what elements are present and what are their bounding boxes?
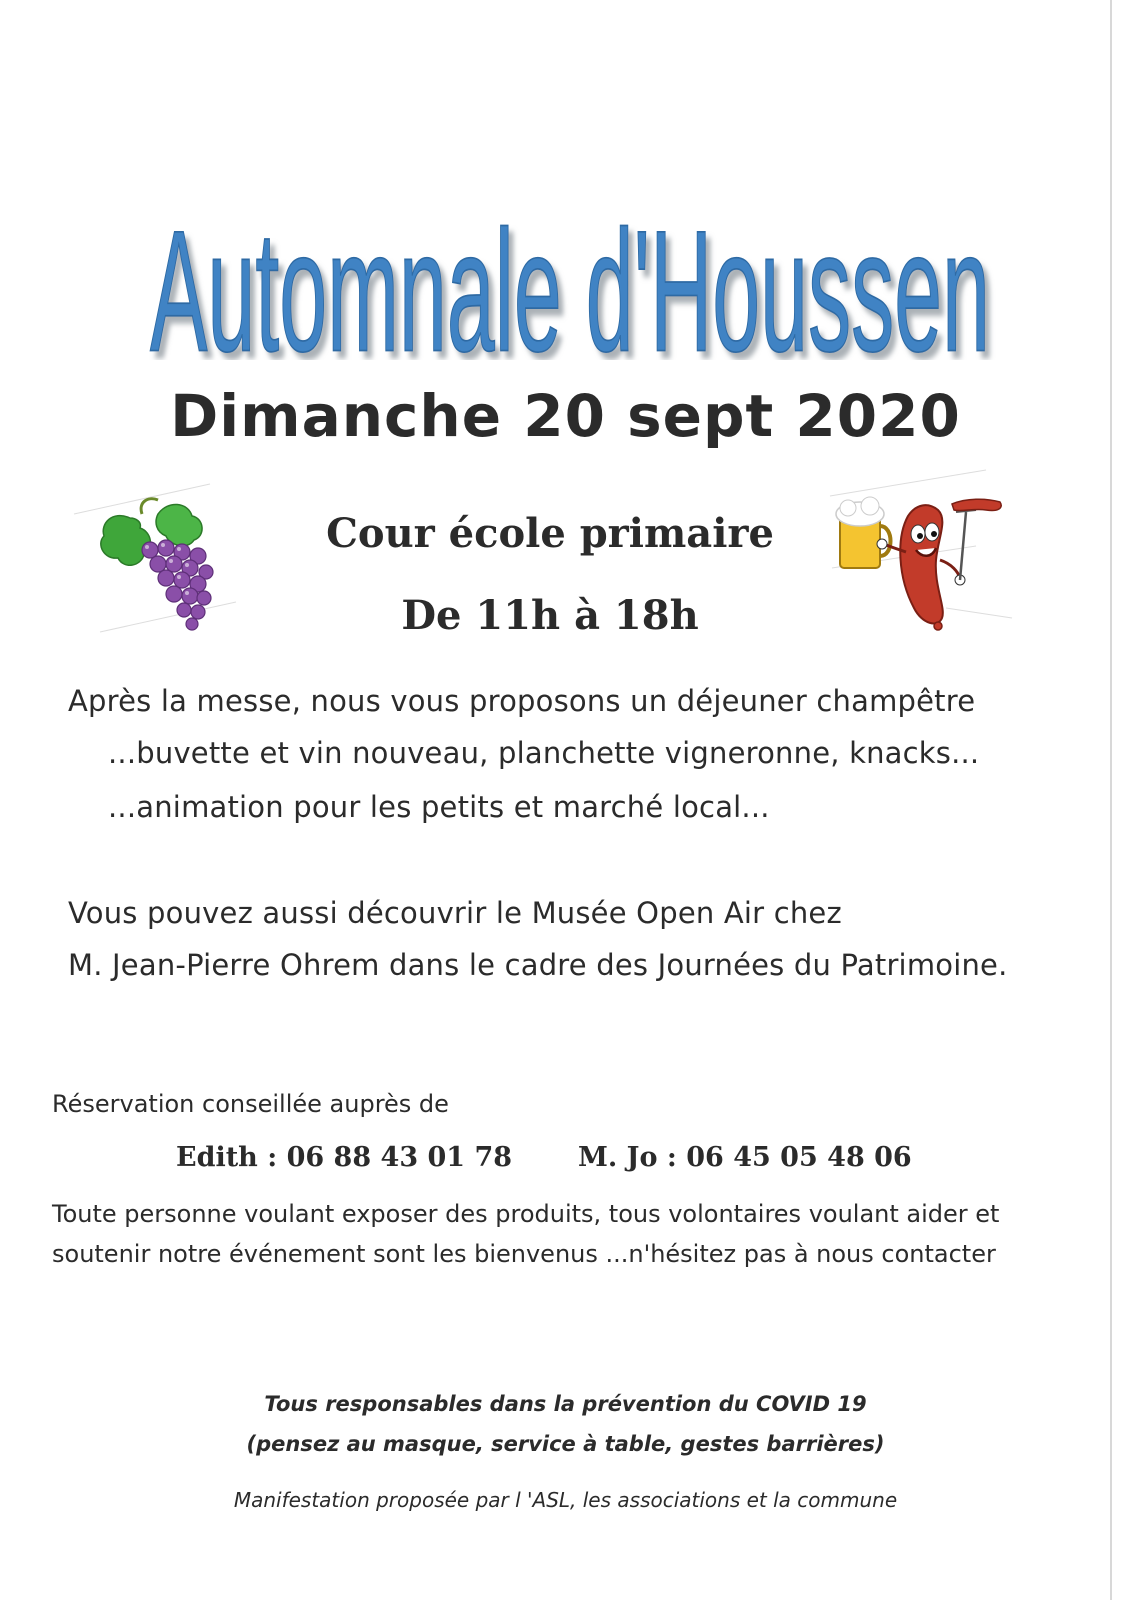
volunteers-line-2: soutenir notre événement sont les bienvenus ...n'hésitez pas à nous contacter bbox=[52, 1240, 996, 1268]
organizer-footer: Manifestation proposée par l 'ASL, les associations et la commune bbox=[233, 1488, 898, 1512]
museum-line-1: Vous pouvez aussi découvrir le Musée Open Air chez bbox=[68, 896, 842, 930]
event-venue: Cour école primaire bbox=[326, 510, 774, 557]
poster-title-text: Automnale d'Houssen bbox=[150, 195, 990, 360]
poster-title bbox=[140, 60, 1000, 360]
page-edge bbox=[1110, 0, 1112, 1600]
covid-notice-line-2: (pensez au masque, service à table, gestes barrières) bbox=[246, 1432, 885, 1456]
grapes-icon bbox=[70, 478, 240, 638]
intro-line-1: Après la messe, nous vous proposons un déjeuner champêtre bbox=[68, 684, 976, 718]
event-date: Dimanche 20 sept 2020 bbox=[170, 382, 961, 450]
intro-line-2: ...buvette et vin nouveau, planchette vigneronne, knacks... bbox=[108, 736, 980, 770]
intro-line-3: ...animation pour les petits et marché local... bbox=[108, 790, 770, 824]
volunteers-line-1: Toute personne voulant exposer des produits, tous volontaires voulant aider et bbox=[52, 1200, 1000, 1228]
museum-line-2: M. Jean-Pierre Ohrem dans le cadre des Journées du Patrimoine. bbox=[68, 948, 1008, 982]
sausage-mascot-icon bbox=[826, 468, 1014, 640]
reservation-label: Réservation conseillée auprès de bbox=[52, 1090, 449, 1118]
event-hours: De 11h à 18h bbox=[401, 592, 699, 639]
contact-m-jo: M. Jo : 06 45 05 48 06 bbox=[578, 1142, 912, 1173]
covid-notice-line-1: Tous responsables dans la prévention du COVID 19 bbox=[264, 1392, 867, 1416]
contact-edith: Edith : 06 88 43 01 78 bbox=[176, 1142, 513, 1173]
